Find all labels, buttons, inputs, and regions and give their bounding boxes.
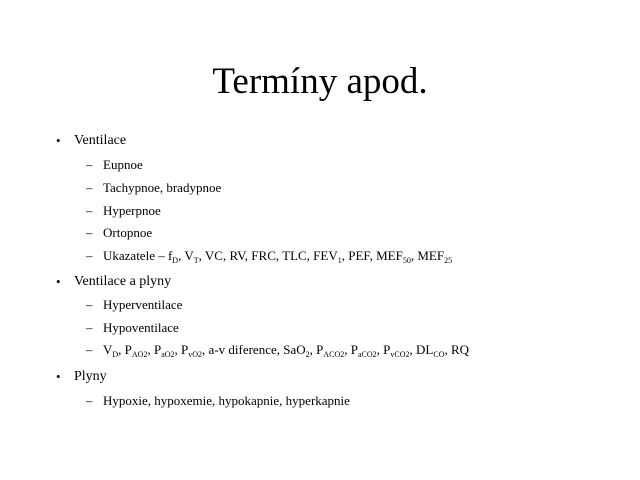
sub-item-text: Ortopnoe — [103, 225, 153, 240]
subscript: vCO2 — [390, 350, 410, 359]
dash-icon: – — [86, 393, 93, 408]
subscript: vO2 — [188, 350, 203, 359]
sub-item-rich-text: $V_D$, $P_{AO2}$, $P_{aO2}$, $P_{vO2}$, a-v diference, SaO$_2$, $P_{ACO2}$, $P_{aCO2}$, $P_{vCO2}$, $DL_{CO}$, RQ — [103, 342, 470, 359]
subscript: AO2 — [131, 350, 148, 359]
bullet-dot-icon: • — [56, 133, 61, 148]
subscript: D — [112, 350, 119, 359]
sub-item-text: Hypoxie, hypoxemie, hypokapnie, hyperkapnie — [103, 393, 350, 408]
subscript: ACO2 — [323, 350, 345, 359]
subscript: T — [193, 256, 199, 265]
bullet-label: Plyny — [74, 369, 107, 384]
subscript: D — [172, 256, 179, 265]
dash-icon: – — [86, 342, 93, 357]
dash-icon: – — [86, 157, 93, 172]
dash-icon: – — [86, 297, 93, 312]
slide-title: Termíny apod. — [212, 61, 428, 102]
subscript: aCO2 — [358, 350, 377, 359]
sub-item-text: Hypoventilace — [103, 320, 179, 335]
bullet-label: Ventilace a plyny — [74, 274, 172, 289]
dash-icon: – — [86, 320, 93, 335]
dash-icon: – — [86, 203, 93, 218]
subscript: 1 — [337, 256, 342, 265]
sub-item-rich-text: Ukazatele – $f_D$, $V_T$, VC, RV, FRC, TLC, $FEV_1$, PEF, $MEF_{50}$, $MEF_{25}$ — [103, 248, 453, 265]
subscript: 50 — [402, 256, 411, 265]
dash-icon: – — [86, 180, 93, 195]
dash-icon: – — [86, 225, 93, 240]
subscript: 25 — [444, 256, 453, 265]
subscript: CO — [433, 350, 445, 359]
sub-item-text: Hyperpnoe — [103, 203, 161, 218]
sub-item-text: Eupnoe — [103, 157, 143, 172]
bullet-dot-icon: • — [56, 369, 61, 384]
bullet-dot-icon: • — [56, 274, 61, 289]
bullet-label: Ventilace — [74, 133, 127, 148]
subscript: 2 — [305, 350, 310, 359]
dash-icon: – — [86, 248, 93, 263]
subscript: aO2 — [161, 350, 175, 359]
sub-item-text: Hyperventilace — [103, 297, 183, 312]
sub-item-text: Tachypnoe, bradypnoe — [103, 180, 222, 195]
